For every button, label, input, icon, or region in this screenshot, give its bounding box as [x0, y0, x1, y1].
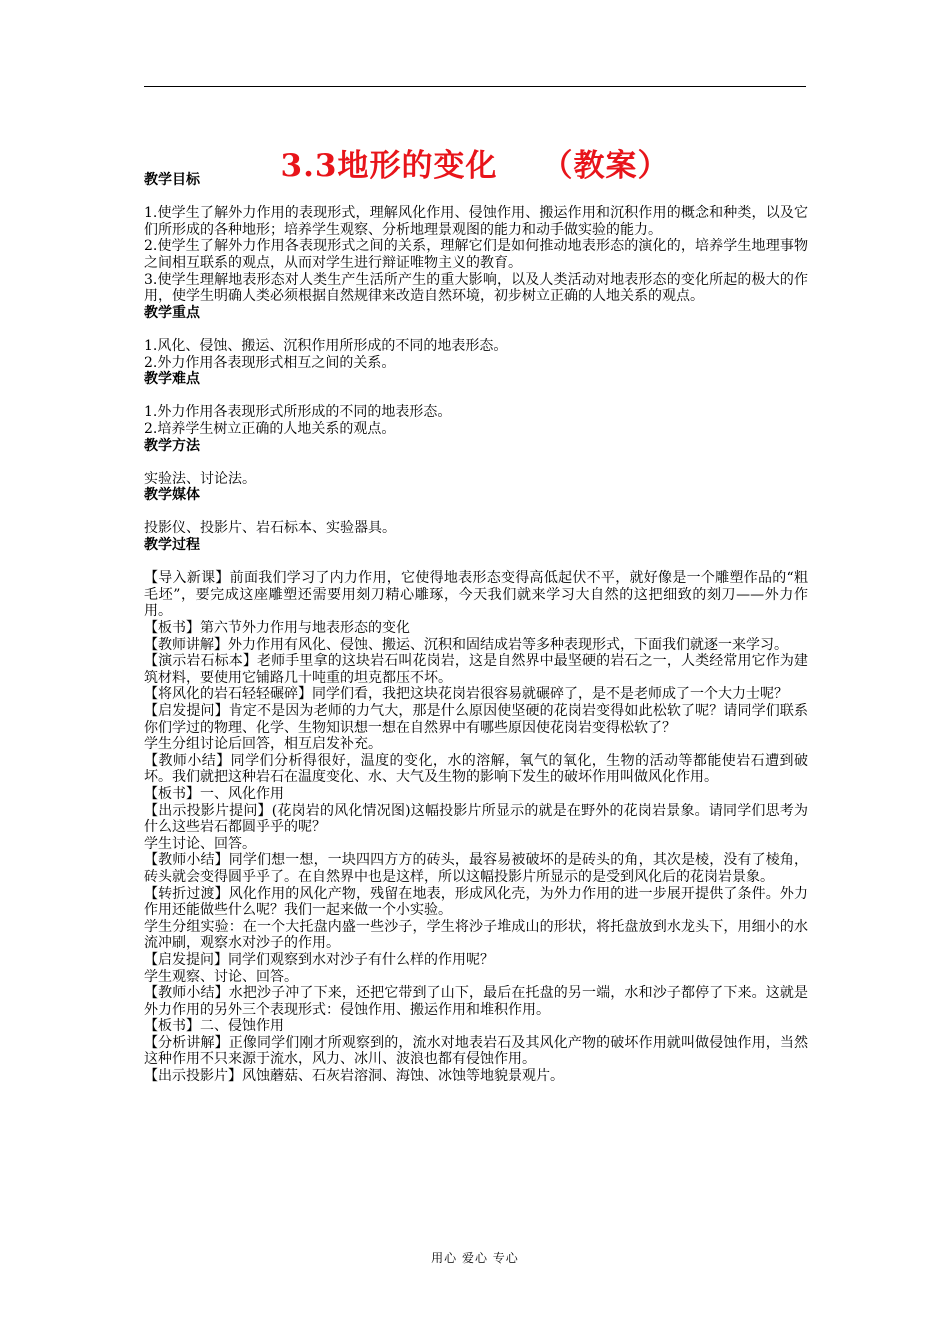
page-footer: 用心 爱心 专心: [431, 1251, 519, 1265]
paragraph: 【分析讲解】正像同学们刚才所观察到的，流水对地表岩石及其风化产物的破坏作用就叫做侵蚀作用，当然这种作用不只来源于流水，风力、冰川、波浪也都有侵蚀作用。: [144, 1034, 808, 1068]
paragraph: 【转折过渡】风化作用的风化产物，残留在地表，形成风化壳，为外力作用的进一步展开提供了条件。外力作用还能做些什么呢？我们一起来做一个小实验。: [144, 885, 808, 919]
paragraph: 学生讨论、回答。: [144, 835, 256, 852]
paragraph: 3.使学生理解地表形态对人类生产生活所产生的重大影响，以及人类活动对地表形态的变化所起的极大的作用，使学生明确人类必须根据自然规律来改造自然环境，初步树立正确的人地关系的观点。: [144, 271, 808, 305]
spacer: [144, 454, 808, 471]
paragraph: 【板书】一、风化作用: [144, 785, 284, 802]
paragraph: 【演示岩石标本】老师手里拿的这块岩石叫花岗岩，这是自然界中最坚硬的岩石之一，人类经常用它作为建筑材料，要使用它铺路几十吨重的坦克都压不坏。: [144, 653, 808, 686]
paragraph: 1.外力作用各表现形式所形成的不同的地表形态。: [144, 404, 452, 421]
section-heading: 教学目标: [144, 172, 200, 188]
paragraph: 【出示投影片提问】(花岗岩的风化情况图)这幅投影片所显示的就是在野外的花岗岩景象。请同学们思考为什么这些岩石都圆乎乎的呢？: [144, 802, 808, 836]
paragraph: 投影仪、投影片、岩石标本、实验器具。: [144, 520, 396, 537]
spacer: [144, 504, 808, 521]
title-main: 3.3地形的变化: [280, 148, 498, 184]
paragraph: 1.风化、侵蚀、搬运、沉积作用所形成的不同的地表形态。: [144, 337, 508, 354]
paragraph: 2.培养学生树立正确的人地关系的观点。: [144, 420, 396, 437]
spacer: [144, 388, 808, 405]
paragraph: 【启发提问】肯定不是因为老师的力气大，那是什么原因使坚硬的花岗岩变得如此松软了呢？请同学们联系你们学过的物理、化学、生物知识想一想在自然界中有哪些原因使花岗岩变得松软了？: [144, 703, 808, 736]
paragraph: 【出示投影片】风蚀蘑菇、石灰岩溶洞、海蚀、冰蚀等地貌景观片。: [144, 1068, 564, 1085]
paragraph: 学生分组讨论后回答，相互启发补充。: [144, 736, 382, 753]
paragraph: 【教师小结】同学们想一想，一块四四方方的砖头，最容易被破坏的是砖头的角，其次是棱，没有了棱角，砖头就会变得圆乎乎了。在自然界中也是这样，所以这幅投影片所显示的是受到风化后的花岗岩景象。: [144, 852, 808, 885]
spacer: [144, 189, 808, 206]
paragraph: 2.外力作用各表现形式相互之间的关系。: [144, 354, 396, 371]
paragraph: 2.使学生了解外力作用各表现形式之间的关系，理解它们是如何推动地表形态的演化的，培养学生地理事物之间相互联系的观点，从而对学生进行辩证唯物主义的教育。: [144, 238, 808, 271]
document-body: [144, 172, 808, 1085]
title-suffix: （教案）: [541, 148, 670, 184]
paragraph: 【板书】第六节外力作用与地表形态的变化: [144, 620, 410, 637]
paragraph: 实验法、讨论法。: [144, 470, 256, 487]
spacer: [144, 554, 808, 571]
paragraph: 【启发提问】同学们观察到水对沙子有什么样的作用呢？: [144, 951, 494, 968]
section-heading: 教学方法: [144, 437, 200, 454]
spacer: [144, 321, 808, 338]
header-rule: [144, 86, 806, 87]
section-heading: 教学重点: [144, 304, 200, 321]
paragraph: 1.使学生了解外力作用的表现形式，理解风化作用、侵蚀作用、搬运作用和沉积作用的概念和种类，以及它们所形成的各种地形；培养学生观察、分析地理景观图的能力和动手做实验的能力。: [144, 205, 808, 238]
section-heading: 教学过程: [144, 537, 200, 554]
paragraph: 【教师小结】同学们分析得很好，温度的变化，水的溶解，氧气的氧化，生物的活动等都能使岩石遭到破坏。我们就把这种岩石在温度变化、水、大气及生物的影响下发生的破坏作用叫做风化作用。: [144, 752, 808, 786]
paragraph: 【教师小结】水把沙子冲了下来，还把它带到了山下，最后在托盘的另一端，水和沙子都停了下来。这就是外力作用的另外三个表现形式：侵蚀作用、搬运作用和堆积作用。: [144, 985, 808, 1018]
paragraph: 【教师讲解】外力作用有风化、侵蚀、搬运、沉积和固结成岩等多种表现形式，下面我们就逐一来学习。: [144, 636, 788, 653]
paragraph: 学生观察、讨论、回答。: [144, 968, 298, 985]
paragraph: 【将风化的岩石轻轻碾碎】同学们看，我把这块花岗岩很容易就碾碎了，是不是老师成了一个大力士呢？: [144, 686, 788, 703]
paragraph: 【导入新课】前面我们学习了内力作用，它使得地表形态变得高低起伏不平，就好像是一个雕塑作品的“粗毛坯”，要完成这座雕塑还需要用刻刀精心雕琢，今天我们就来学习大自然的这把细致的刻刀——外力作用。: [144, 570, 808, 620]
paragraph: 【板书】二、侵蚀作用: [144, 1018, 284, 1035]
paragraph: 学生分组实验：在一个大托盘内盛一些沙子，学生将沙子堆成山的形状，将托盘放到水龙头下，用细小的水流冲刷，观察水对沙子的作用。: [144, 918, 808, 952]
section-heading: 教学难点: [144, 371, 200, 388]
section-heading: 教学媒体: [144, 487, 200, 504]
